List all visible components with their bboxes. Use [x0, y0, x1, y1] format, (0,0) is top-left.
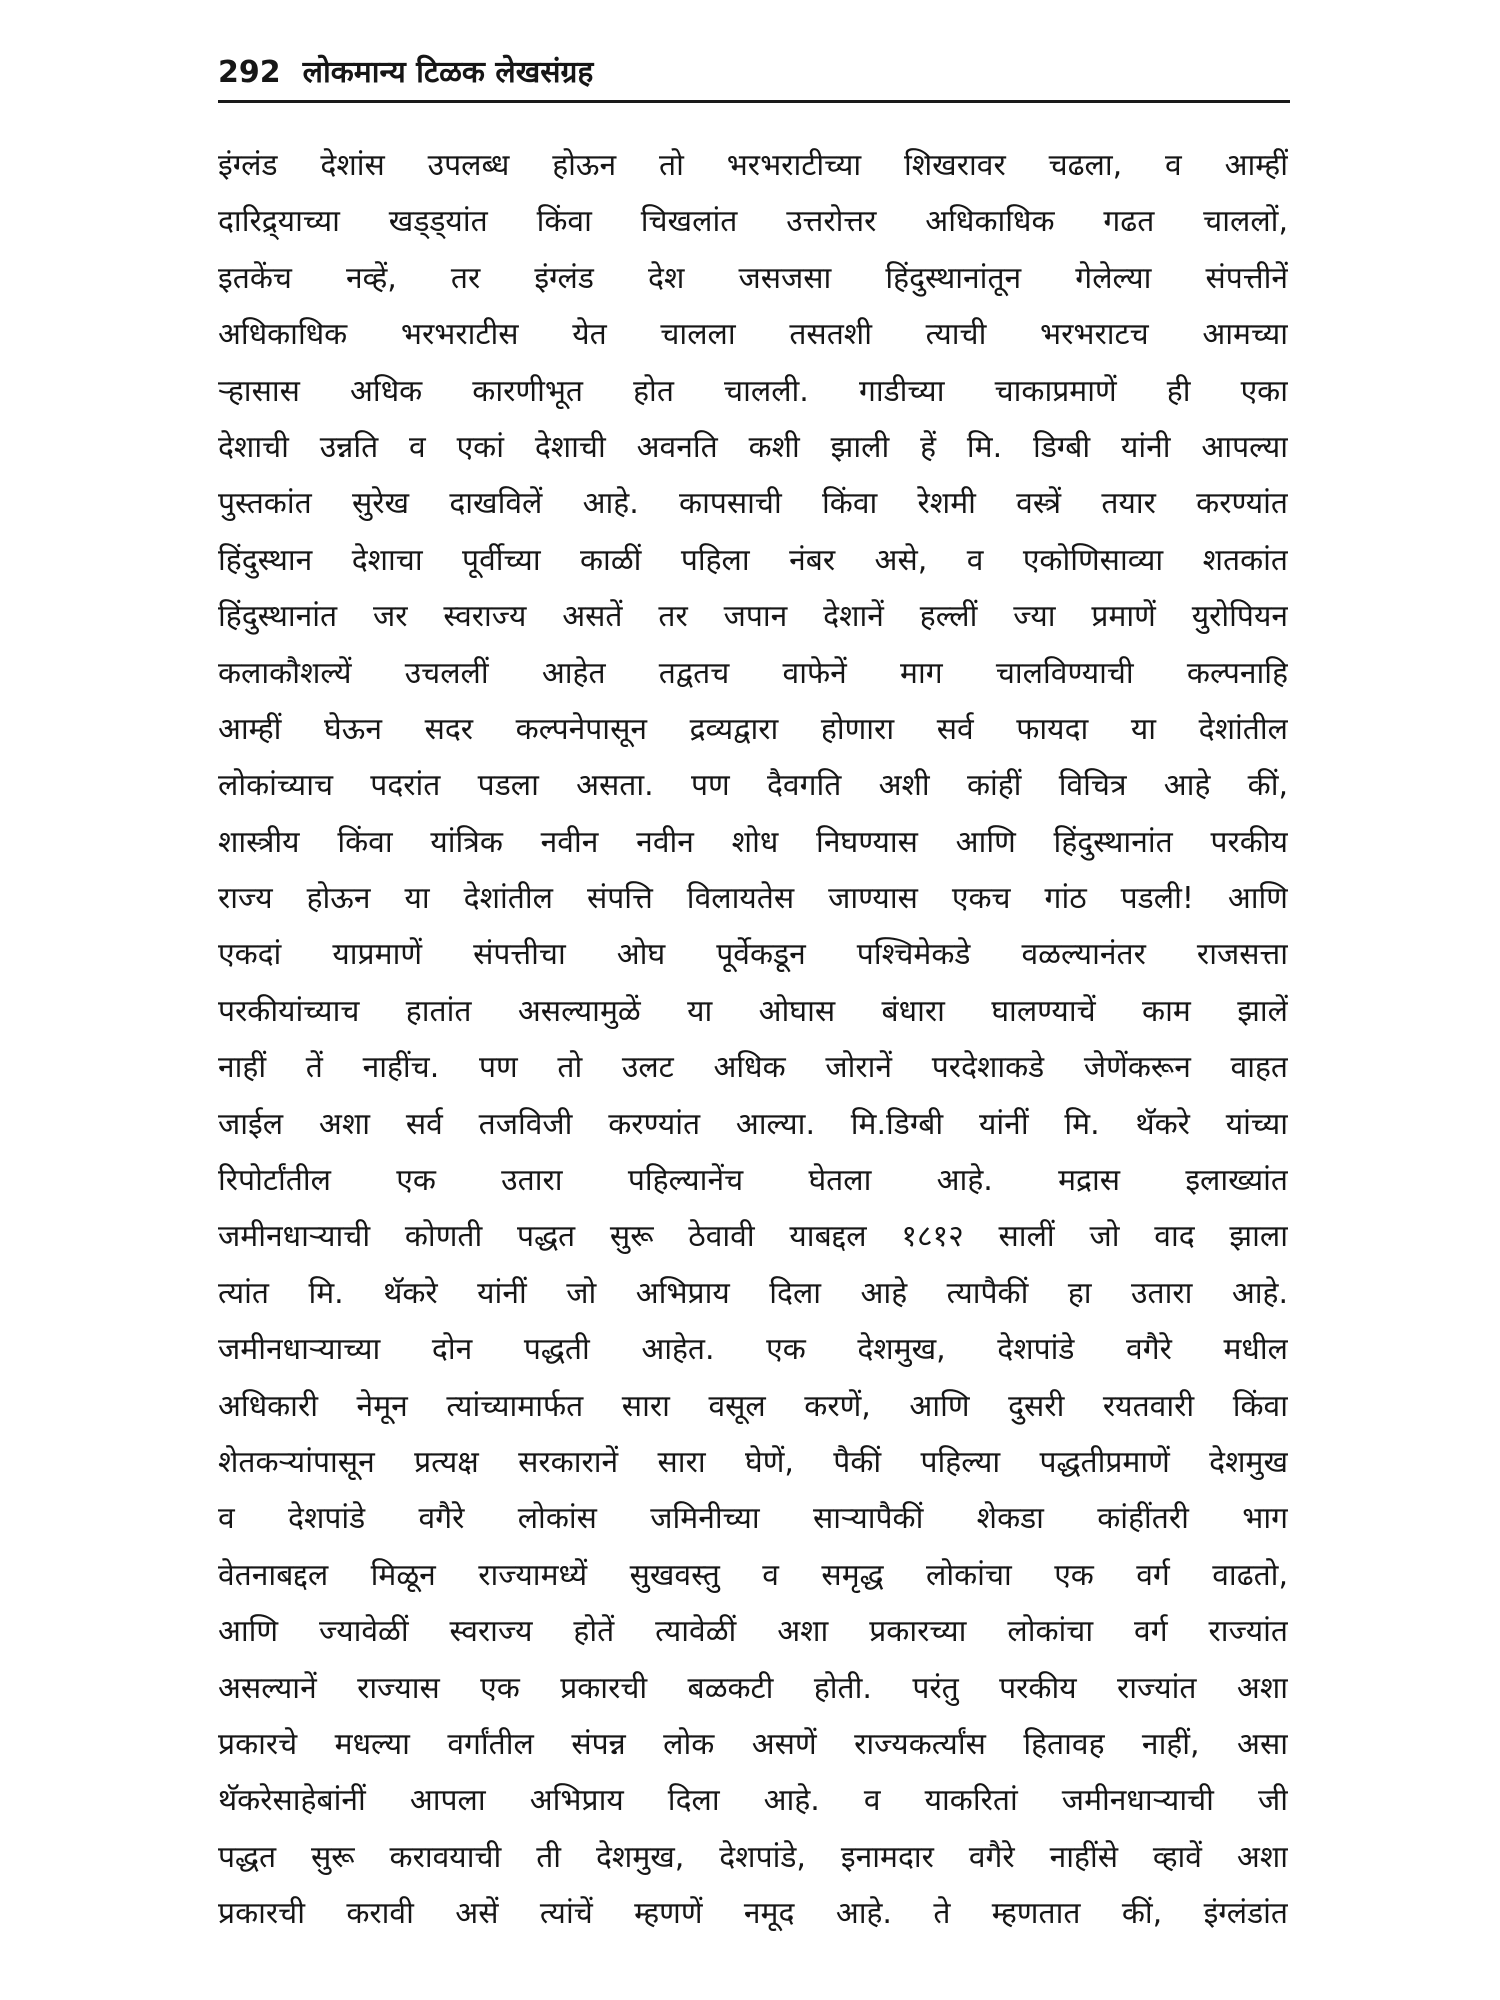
text-line: राज्य होऊन या देशांतील संपत्ति विलायतेस जाण्यास एकच गांठ पडली! आणि — [218, 881, 1288, 917]
text-line: अधिकाधिक भरभराटीस येत चालला तसतशी त्याची भरभराटच आमच्या — [218, 317, 1288, 353]
running-header — [218, 50, 1288, 91]
text-line: जमीनधाऱ्याच्या दोन पद्धती आहेत. एक देशमुख, देशपांडे वगैरे मधील — [218, 1332, 1288, 1368]
page-number: 292 — [218, 55, 281, 90]
text-line: ऱ्हासास अधिक कारणीभूत होत चालली. गाडीच्या चाकाप्रमाणें ही एका — [218, 373, 1288, 409]
header-rule — [218, 100, 1290, 103]
text-line: थॅकरेसाहेबांनीं आपला अभिप्राय दिला आहे. व याकरितां जमीनधाऱ्याची जी — [218, 1783, 1288, 1819]
text-line: रिपोर्टांतील एक उतारा पहिल्यानेंच घेतला आहे. मद्रास इलाख्यांत — [218, 1163, 1288, 1199]
text-line: नाहीं तें नाहींच. पण तो उलट अधिक जोरानें परदेशाकडे जेणेंकरून वाहत — [218, 1050, 1288, 1086]
text-line: जमीनधाऱ्याची कोणती पद्धत सुरू ठेवावी याबद्दल १८१२ सालीं जो वाद झाला — [218, 1219, 1288, 1255]
text-line: एकदां याप्रमाणें संपत्तीचा ओघ पूर्वेकडून पश्चिमेकडे वळल्यानंतर राजसत्ता — [218, 937, 1288, 973]
text-line: आम्हीं घेऊन सदर कल्पनेपासून द्रव्यद्वारा होणारा सर्व फायदा या देशांतील — [218, 711, 1288, 747]
text-line: हिंदुस्थानांत जर स्वराज्य असतें तर जपान देशानें हल्लीं ज्या प्रमाणें युरोपियन — [218, 599, 1288, 635]
text-line: जाईल अशा सर्व तजविजी करण्यांत आल्या. मि.डिग्बी यांनीं मि. थॅकरे यांच्या — [218, 1106, 1288, 1142]
text-line: लोकांच्याच पदरांत पडला असता. पण दैवगति अशी कांहीं विचित्र आहे कीं, — [218, 768, 1288, 804]
text-line: व देशपांडे वगैरे लोकांस जमिनीच्या साऱ्यापैकीं शेकडा कांहींतरी भाग — [218, 1501, 1288, 1537]
text-line: कलाकौशल्यें उचललीं आहेत तद्वतच वाफेनें माग चालविण्याची कल्पनाहि — [218, 655, 1288, 691]
text-line: असल्यानें राज्यास एक प्रकारची बळकटी होती. परंतु परकीय राज्यांत अशा — [218, 1670, 1288, 1706]
text-line: पुस्तकांत सुरेख दाखविलें आहे. कापसाची किंवा रेशमी वस्त्रें तयार करण्यांत — [218, 486, 1288, 522]
text-line: प्रकारची करावी असें त्यांचें म्हणणें नमूद आहे. ते म्हणतात कीं, इंग्लंडांत — [218, 1896, 1288, 1932]
text-line: दारिद्र्याच्या खड्ड्यांत किंवा चिखलांत उत्तरोत्तर अधिकाधिक गढत चाललों, — [218, 204, 1288, 240]
text-line: त्यांत मि. थॅकरे यांनीं जो अभिप्राय दिला आहे त्यापैकीं हा उतारा आहे. — [218, 1275, 1288, 1311]
text-line: इतकेंच नव्हें, तर इंग्लंड देश जसजसा हिंदुस्थानांतून गेलेल्या संपत्तीनें — [218, 260, 1288, 296]
text-line: पद्धत सुरू करावयाची ती देशमुख, देशपांडे, इनामदार वगैरे नाहींसे व्हावें अशा — [218, 1839, 1288, 1875]
text-line: वेतनाबद्दल मिळून राज्यामध्यें सुखवस्तु व समृद्ध लोकांचा एक वर्ग वाढतो, — [218, 1557, 1288, 1593]
text-line: परकीयांच्याच हातांत असल्यामुळें या ओघास बंधारा घालण्याचें काम झालें — [218, 993, 1288, 1029]
text-line: इंग्लंड देशांस उपलब्ध होऊन तो भरभराटीच्या शिखरावर चढला, व आम्हीं — [218, 148, 1288, 183]
text-line: देशाची उन्नति व एकां देशाची अवनति कशी झाली हें मि. डिग्बी यांनी आपल्या — [218, 429, 1288, 465]
text-line: आणि ज्यावेळीं स्वराज्य होतें त्यावेळीं अशा प्रकारच्या लोकांचा वर्ग राज्यांत — [218, 1614, 1288, 1650]
text-line: शास्त्रीय किंवा यांत्रिक नवीन नवीन शोध निघण्यास आणि हिंदुस्थानांत परकीय — [218, 824, 1288, 860]
text-line: अधिकारी नेमून त्यांच्यामार्फत सारा वसूल करणें, आणि दुसरी रयतवारी किंवा — [218, 1388, 1288, 1424]
text-line: हिंदुस्थान देशाचा पूर्वीच्या काळीं पहिला नंबर असे, व एकोणिसाव्या शतकांत — [218, 542, 1288, 578]
text-line: शेतकऱ्यांपासून प्रत्यक्ष सरकारानें सारा घेणें, पैकीं पहिल्या पद्धतीप्रमाणें देशमुख — [218, 1444, 1288, 1480]
text-line: प्रकारचे मधल्या वर्गांतील संपन्न लोक असणें राज्यकर्त्यांस हितावह नाहीं, असा — [218, 1726, 1288, 1762]
body-text — [218, 138, 1288, 1943]
book-title: लोकमान्य टिळक लेखसंग्रह — [302, 55, 594, 90]
